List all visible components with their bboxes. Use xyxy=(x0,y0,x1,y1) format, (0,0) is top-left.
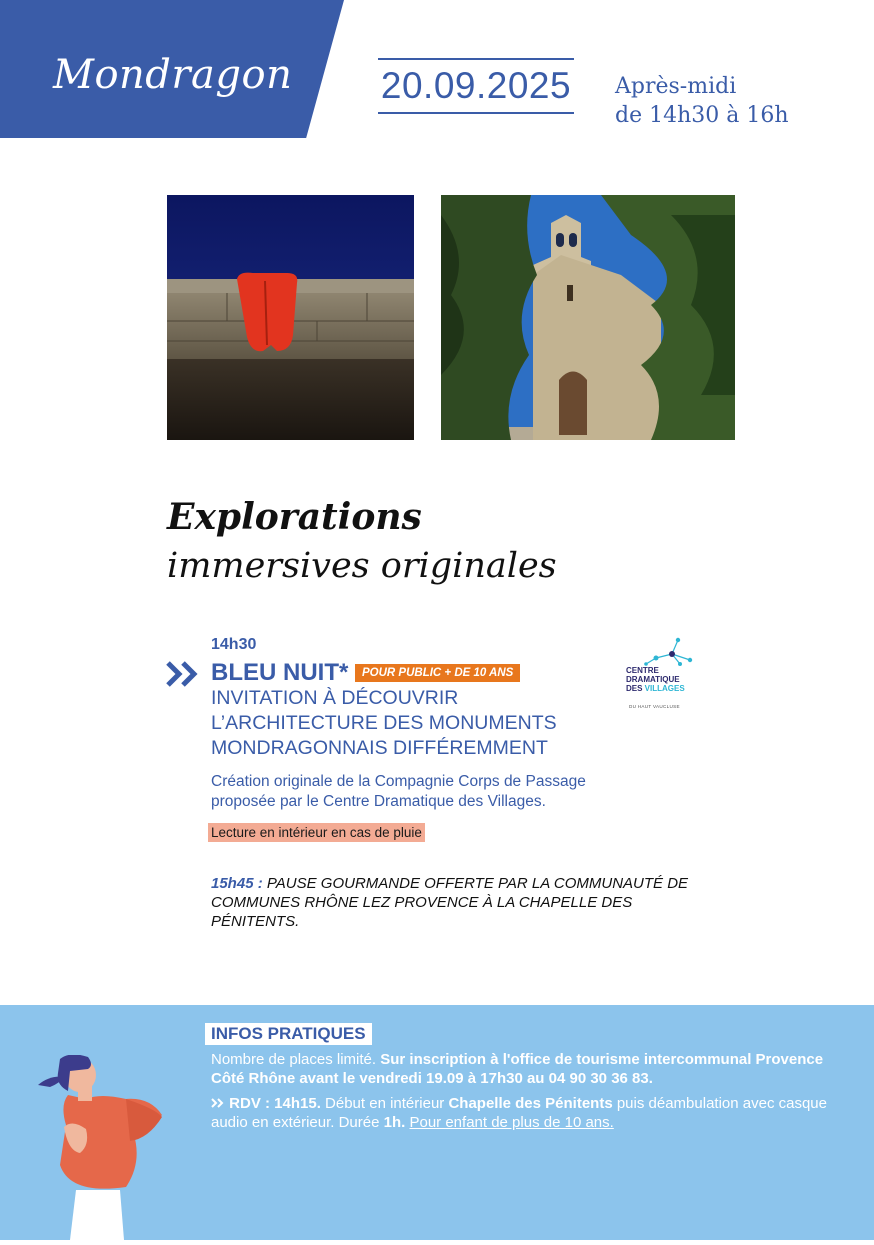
registration-info: Sur inscription à l'office de tourisme intercommunal Provence Côté Rhône avant le vendredi 19.09 à 17h30 au 04 90 30 36 83. xyxy=(211,1051,824,1087)
rdv-time: RDV : 14h15. xyxy=(229,1095,321,1112)
logo-line xyxy=(626,684,685,693)
logo-line: DRAMATIQUE xyxy=(626,675,680,684)
logo-line: CENTRE xyxy=(626,666,659,675)
logo-subtitle: DU HAUT VAUCLUSE xyxy=(629,704,680,709)
date-box xyxy=(378,58,574,114)
event-title: BLEU NUIT* xyxy=(211,659,349,686)
rdv-text: puis déambulation avec casque audio en extérieur. Durée xyxy=(211,1095,827,1131)
headline-subtitle: immersives originales xyxy=(167,546,557,586)
pause-time: 15h45 : xyxy=(211,875,263,892)
rdv-duration: 1h. xyxy=(383,1114,406,1131)
photo-red-garment xyxy=(167,195,414,440)
infos-paragraph-registration xyxy=(211,1050,851,1088)
town-name: Mondragon xyxy=(53,52,293,98)
time-period: Après-midi xyxy=(615,74,737,99)
logo-villages: VILLAGES xyxy=(644,684,685,693)
event-desc-line: MONDRAGONNAIS DIFFÉREMMENT xyxy=(211,737,548,759)
event-time: 14h30 xyxy=(211,636,257,653)
credit-line: proposée par le Centre Dramatique des Villages. xyxy=(211,793,546,810)
rain-note: Lecture en intérieur en cas de pluie xyxy=(208,823,425,842)
rdv-place: Chapelle des Pénitents xyxy=(448,1095,613,1112)
double-chevron-right-icon xyxy=(211,1095,229,1112)
places-limit: Nombre de places limité. xyxy=(211,1051,381,1068)
pause-text: PAUSE GOURMANDE OFFERTE PAR LA COMMUNAUTÉ DE COMMUNES RHÔNE LEZ PROVENCE À LA CHAPELLE DES PÉNITENTS. xyxy=(211,875,689,930)
event-desc-line: INVITATION À DÉCOUVRIR xyxy=(211,687,459,709)
double-chevron-right-icon xyxy=(166,660,202,693)
cdv-logo xyxy=(626,636,698,712)
time-range: de 14h30 à 16h xyxy=(615,103,789,128)
time-info xyxy=(615,72,789,130)
pause-gourmande xyxy=(211,874,691,931)
headline-title: Explorations xyxy=(167,496,422,538)
logo-des: DES xyxy=(626,684,645,693)
infos-text xyxy=(211,1050,851,1138)
event-credit xyxy=(211,772,586,812)
logo-wordmark xyxy=(626,666,685,693)
photo-chapel xyxy=(441,195,735,440)
credit-line: Création originale de la Compagnie Corps de Passage xyxy=(211,773,586,790)
infos-paragraph-rdv xyxy=(211,1094,851,1132)
rdv-age-requirement: Pour enfant de plus de 10 ans. xyxy=(409,1114,614,1131)
rdv-text: Début en intérieur xyxy=(320,1095,449,1112)
constellation-logo-icon xyxy=(626,636,698,668)
event-description xyxy=(211,686,557,761)
infos-title: INFOS PRATIQUES xyxy=(205,1023,372,1045)
event-date: 20.09.2025 xyxy=(380,65,572,106)
event-desc-line: L’ARCHITECTURE DES MONUMENTS xyxy=(211,712,557,734)
age-badge: POUR PUBLIC + DE 10 ANS xyxy=(355,664,520,682)
person-illustration xyxy=(30,1055,180,1245)
